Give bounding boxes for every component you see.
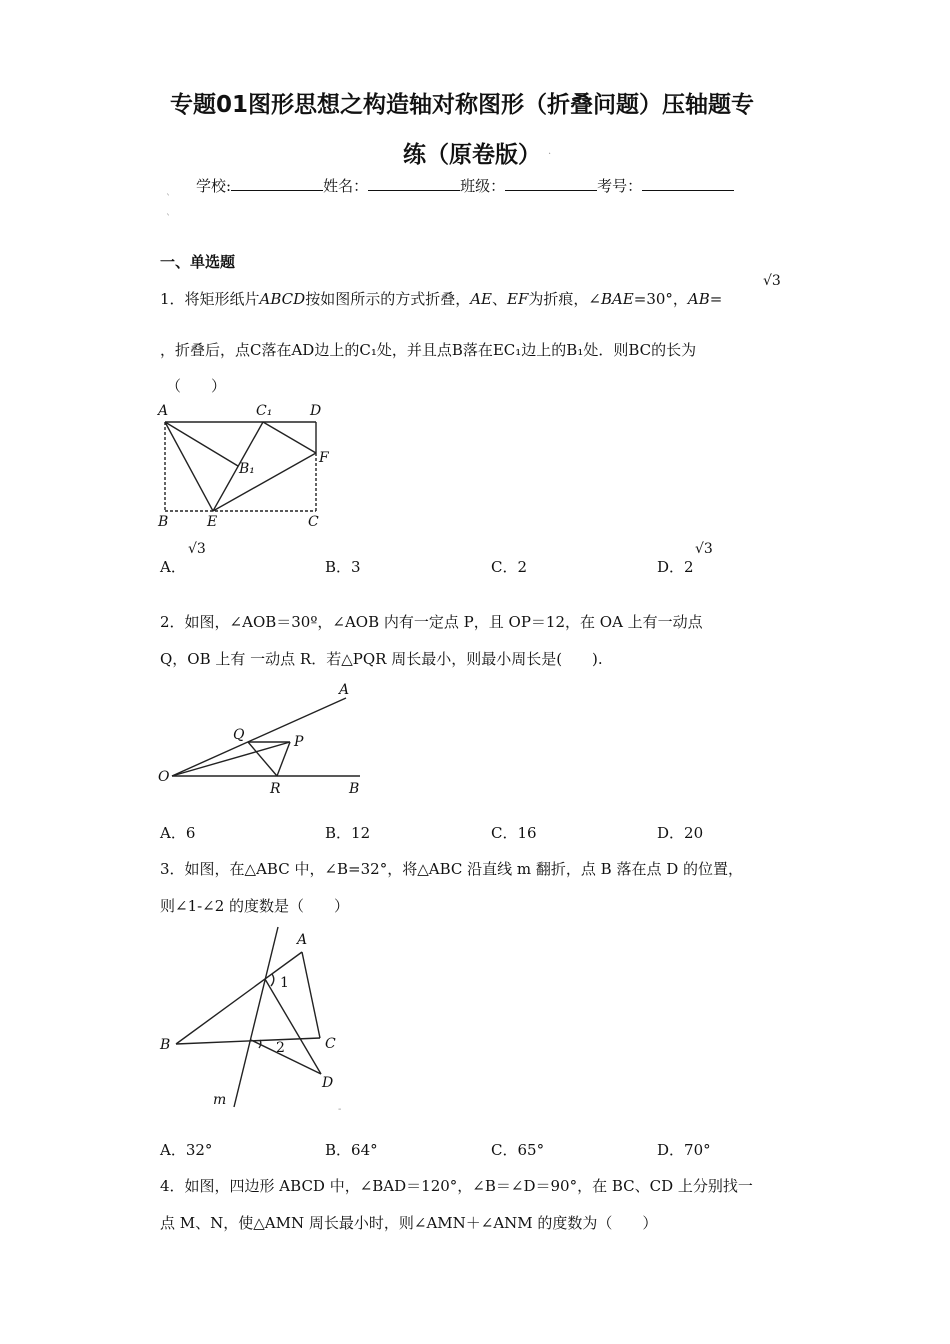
label-c: C	[308, 514, 319, 530]
question-4-line-1: 4．如图，四边形 ABCD 中，∠BAD＝120°，∠B＝∠D＝90°，在 BC、CD 上分别找一	[160, 1177, 753, 1195]
question-1-line-1: 1．将矩形纸片ABCD按如图所示的方式折叠，AE、EF为折痕，∠BAE=30°，AB=	[160, 290, 723, 308]
question-2-line-1: 2．如图，∠AOB＝30º，∠AOB 内有一定点 P，且 OP＝12，在 OA 上有一动点	[160, 613, 703, 631]
label-c1: C₁	[256, 403, 273, 419]
label-a: A	[158, 403, 169, 419]
fold-ae	[165, 422, 213, 511]
segment-ab1	[165, 422, 238, 466]
label-angle-1: 1	[280, 975, 289, 991]
segment-pr	[277, 742, 290, 776]
student-info-line	[196, 175, 734, 196]
question-1-paren: （ ）	[166, 377, 227, 395]
ray-oa	[172, 698, 346, 776]
label-q: Q	[233, 727, 245, 743]
figure-3-triangle-fold	[150, 922, 350, 1117]
q2-option-d[interactable]: D．20	[657, 824, 704, 842]
label-r: R	[270, 781, 281, 797]
paragraph-mark: `	[166, 214, 171, 225]
q1-option-d-sqrt: √3	[695, 541, 713, 557]
name-blank[interactable]	[368, 178, 460, 191]
q1-option-d[interactable]: D．2	[657, 558, 694, 576]
label-b: B	[158, 514, 169, 530]
section-heading: 一、单选题	[160, 253, 236, 271]
question-2-line-2: Q，OB 上有 一动点 R．若△PQR 周长最小，则最小周长是( ).	[160, 650, 603, 668]
label-m: m	[213, 1092, 227, 1108]
figure-1-rectangle-fold	[150, 398, 350, 533]
sqrt-3: √3	[763, 273, 781, 289]
q1-option-a-sqrt: √3	[188, 541, 206, 557]
q3-option-d[interactable]: D．70°	[657, 1141, 711, 1159]
question-1-line-2: ，折叠后，点C落在AD边上的C₁处，并且点B落在EC₁边上的B₁处．则BC的长为	[160, 341, 697, 359]
exam-number-blank[interactable]	[642, 178, 734, 191]
q2-option-b[interactable]: B．12	[325, 824, 371, 842]
title-line-2: 练（原卷版）	[403, 142, 541, 168]
title-line-1: 专题01图形思想之构造轴对称图形（折叠问题）压轴题专	[170, 92, 755, 118]
side-ba	[176, 952, 302, 1044]
figure-2-angle	[150, 678, 380, 798]
segment-c1f	[263, 422, 316, 453]
name-label: 姓名：	[323, 177, 369, 195]
class-label: 班级：	[460, 177, 506, 195]
paragraph-mark: `	[166, 194, 171, 205]
question-4-line-2: 点 M、N，使△AMN 周长最小时，则∠AMN＋∠ANM 的度数为（ ）	[160, 1214, 658, 1232]
label-a: A	[297, 932, 308, 948]
label-a: A	[339, 682, 350, 698]
q2-option-c[interactable]: C．16	[491, 824, 537, 842]
label-angle-2: 2	[276, 1040, 285, 1056]
q1-option-b[interactable]: B．3	[325, 558, 361, 576]
question-3-line-2: 则∠1-∠2 的度数是（ ）	[160, 897, 350, 915]
label-f: F	[319, 450, 329, 466]
school-label: 学校:	[196, 177, 232, 195]
label-d: D	[310, 403, 322, 419]
label-d: D	[322, 1075, 334, 1091]
exam-number-label: 考号：	[597, 177, 643, 195]
paragraph-mark: -	[338, 1104, 342, 1115]
q2-option-a[interactable]: A．6	[160, 824, 196, 842]
school-blank[interactable]	[231, 178, 323, 191]
fold-ef	[213, 453, 316, 511]
label-b: B	[349, 781, 360, 797]
label-e: E	[207, 514, 218, 530]
q1-option-c[interactable]: C．2	[491, 558, 528, 576]
q1-option-a[interactable]: A．	[160, 558, 186, 576]
label-c: C	[325, 1036, 336, 1052]
label-b: B	[160, 1037, 171, 1053]
line-m	[234, 927, 278, 1107]
class-blank[interactable]	[505, 178, 597, 191]
angle-1-arc	[271, 974, 274, 986]
paragraph-mark: .	[548, 146, 552, 157]
q3-option-c[interactable]: C．65°	[491, 1141, 545, 1159]
side-ac	[302, 952, 320, 1038]
question-3-line-1: 3．如图，在△ABC 中，∠B=32°，将△ABC 沿直线 m 翻折，点 B 落在点 D 的位置，	[160, 860, 744, 878]
q3-option-a[interactable]: A．32°	[160, 1141, 213, 1159]
label-o: O	[158, 769, 170, 785]
label-p: P	[294, 734, 304, 750]
side-bc	[176, 1038, 320, 1044]
q3-option-b[interactable]: B．64°	[325, 1141, 378, 1159]
label-b1: B₁	[239, 461, 255, 477]
